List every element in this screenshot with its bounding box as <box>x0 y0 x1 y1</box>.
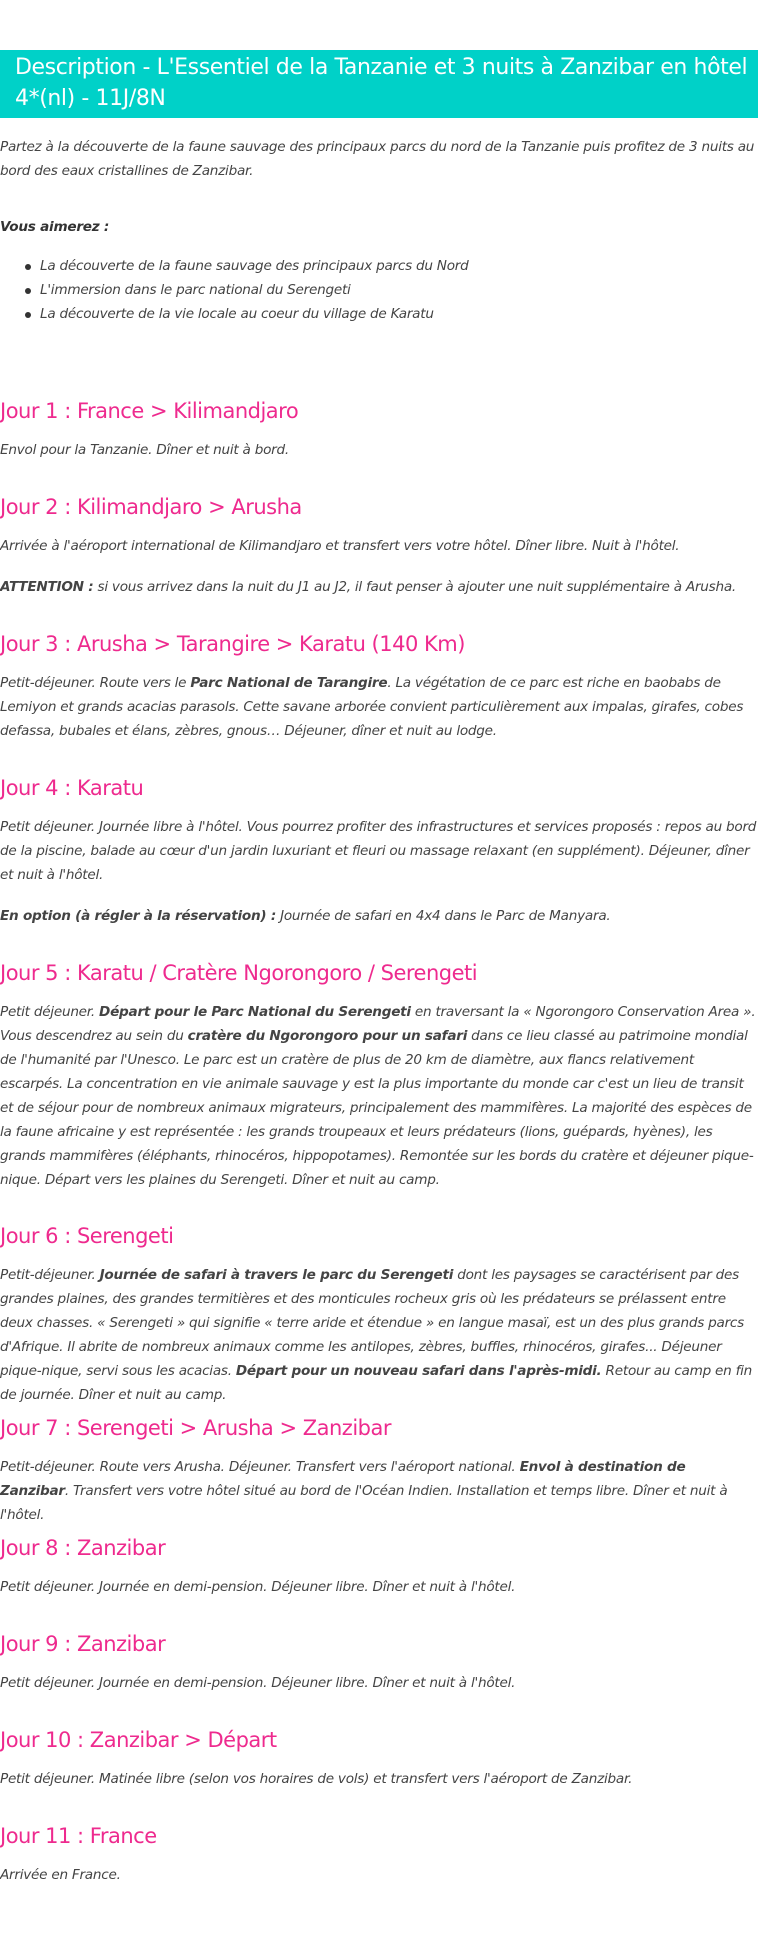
day-9-text: Petit déjeuner. Journée en demi-pension. Déjeuner libre. Dîner et nuit à l'hôtel. <box>0 1675 516 1691</box>
day-7-title: Jour 7 : Serengeti > Arusha > Zanzibar <box>0 1416 391 1440</box>
day-10-text: Petit déjeuner. Matinée libre (selon vos horaires de vols) et transfert vers l'aéroport de Zanzibar. <box>0 1771 633 1787</box>
day-8-title: Jour 8 : Zanzibar <box>0 1536 166 1560</box>
day-3-text: Petit-déjeuner. Route vers le Parc National de Tarangire. La végétation de ce parc est riche en baobabs de Lemiyon et grands acacias parasols. Cette savane arborée convient particulièrement aux impalas, girafes, cobes defassa, bubales et élans, zèbres, gnous… Déjeuner, dîner et nuit au lodge. <box>0 675 744 739</box>
day-3-title: Jour 3 : Arusha > Tarangire > Karatu (140 Km) <box>0 632 465 656</box>
day-4-option: En option (à régler à la réservation) : Journée de safari en 4x4 dans le Parc de Manyara. <box>0 908 611 924</box>
list-item: La découverte de la vie locale au coeur du village de Karatu <box>0 302 758 326</box>
day-11-title: Jour 11 : France <box>0 1824 157 1848</box>
day-5-title: Jour 5 : Karatu / Cratère Ngorongoro / Serengeti <box>0 961 478 985</box>
day-4-title: Jour 4 : Karatu <box>0 776 144 800</box>
intro-paragraph: Partez à la découverte de la faune sauvage des principaux parcs du nord de la Tanzanie puis profitez de 3 nuits au bord des eaux cristallines de Zanzibar. <box>0 139 755 179</box>
day-4-text: Petit déjeuner. Journée libre à l'hôtel. Vous pourrez profiter des infrastructures et services proposés : repos au bord de la piscine, balade au cœur d'un jardin luxuriant et fleuri ou massage relaxant (en supplément). Déjeuner, dîner et nuit à l'hôtel. <box>0 819 757 883</box>
page-title: Description - L'Essentiel de la Tanzanie et 3 nuits à Zanzibar en hôtel 4*(nl) - 11J/8N <box>15 55 748 111</box>
day-11-text: Arrivée en France. <box>0 1867 121 1883</box>
day-2-text: Arrivée à l'aéroport international de Kilimandjaro et transfert vers votre hôtel. Dîner libre. Nuit à l'hôtel. <box>0 538 680 554</box>
day-6-title: Jour 6 : Serengeti <box>0 1224 174 1248</box>
day-1-title: Jour 1 : France > Kilimandjaro <box>0 399 299 423</box>
day-2-note: ATTENTION : si vous arrivez dans la nuit du J1 au J2, il faut penser à ajouter une nuit supplémentaire à Arusha. <box>0 579 736 595</box>
day-7-text: Petit-déjeuner. Route vers Arusha. Déjeuner. Transfert vers l'aéroport national. Envol à destination de Zanzibar. Transfert vers votre hôtel situé au bord de l'Océan Indien. Installation et temps libre. Dîner et nuit à l'hôtel. <box>0 1459 728 1523</box>
list-item: La découverte de la faune sauvage des principaux parcs du Nord <box>0 254 758 278</box>
day-1-text: Envol pour la Tanzanie. Dîner et nuit à bord. <box>0 442 289 458</box>
love-list <box>0 254 758 326</box>
love-label: Vous aimerez : <box>0 219 110 235</box>
day-10-title: Jour 10 : Zanzibar > Départ <box>0 1728 277 1752</box>
day-6-text: Petit-déjeuner. Journée de safari à travers le parc du Serengeti dont les paysages se caractérisent par des grandes plaines, des grandes termitières et des monticules rocheux gris où les prédateurs se prélassent entre deux chasses. « Serengeti » qui signifie « terre aride et étendue » en langue masaï, est un des plus grands parcs d'Afrique. Il abrite de nombreux animaux comme les antilopes, zèbres, buffles, rhinocéros, girafes... Déjeuner pique-nique, servi sous les acacias. Départ pour un nouveau safari dans l'après-midi. Retour au camp en fin de journée. Dîner et nuit au camp. <box>0 1267 753 1403</box>
list-item: L'immersion dans le parc national du Serengeti <box>0 278 758 302</box>
day-9-title: Jour 9 : Zanzibar <box>0 1632 166 1656</box>
attention-label: ATTENTION : <box>0 579 94 595</box>
day-2-title: Jour 2 : Kilimandjaro > Arusha <box>0 495 302 519</box>
day-8-text: Petit déjeuner. Journée en demi-pension. Déjeuner libre. Dîner et nuit à l'hôtel. <box>0 1579 516 1595</box>
day-5-text: Petit déjeuner. Départ pour le Parc National du Serengeti en traversant la « Ngorongoro Conservation Area ». Vous descendrez au sein du cratère du Ngorongoro pour un safari dans ce lieu classé au patrimoine mondial de l'humanité par l'Unesco. Le parc est un cratère de plus de 20 km de diamètre, aux flancs relativement escarpés. La concentration en vie animale sauvage y est la plus importante du monde car c'est un lieu de transit et de séjour pour de nombreux animaux migrateurs, principalement des mammifères. La majorité des espèces de la faune africaine y est représentée : les grands troupeaux et leurs prédateurs (lions, guépards, hyènes), les grands mammifères (éléphants, rhinocéros, hippopotames). Remontée sur les bords du cratère et déjeuner pique-nique. Départ vers les plaines du Serengeti. Dîner et nuit au camp. <box>0 1004 756 1188</box>
option-label: En option (à régler à la réservation) : <box>0 908 277 924</box>
